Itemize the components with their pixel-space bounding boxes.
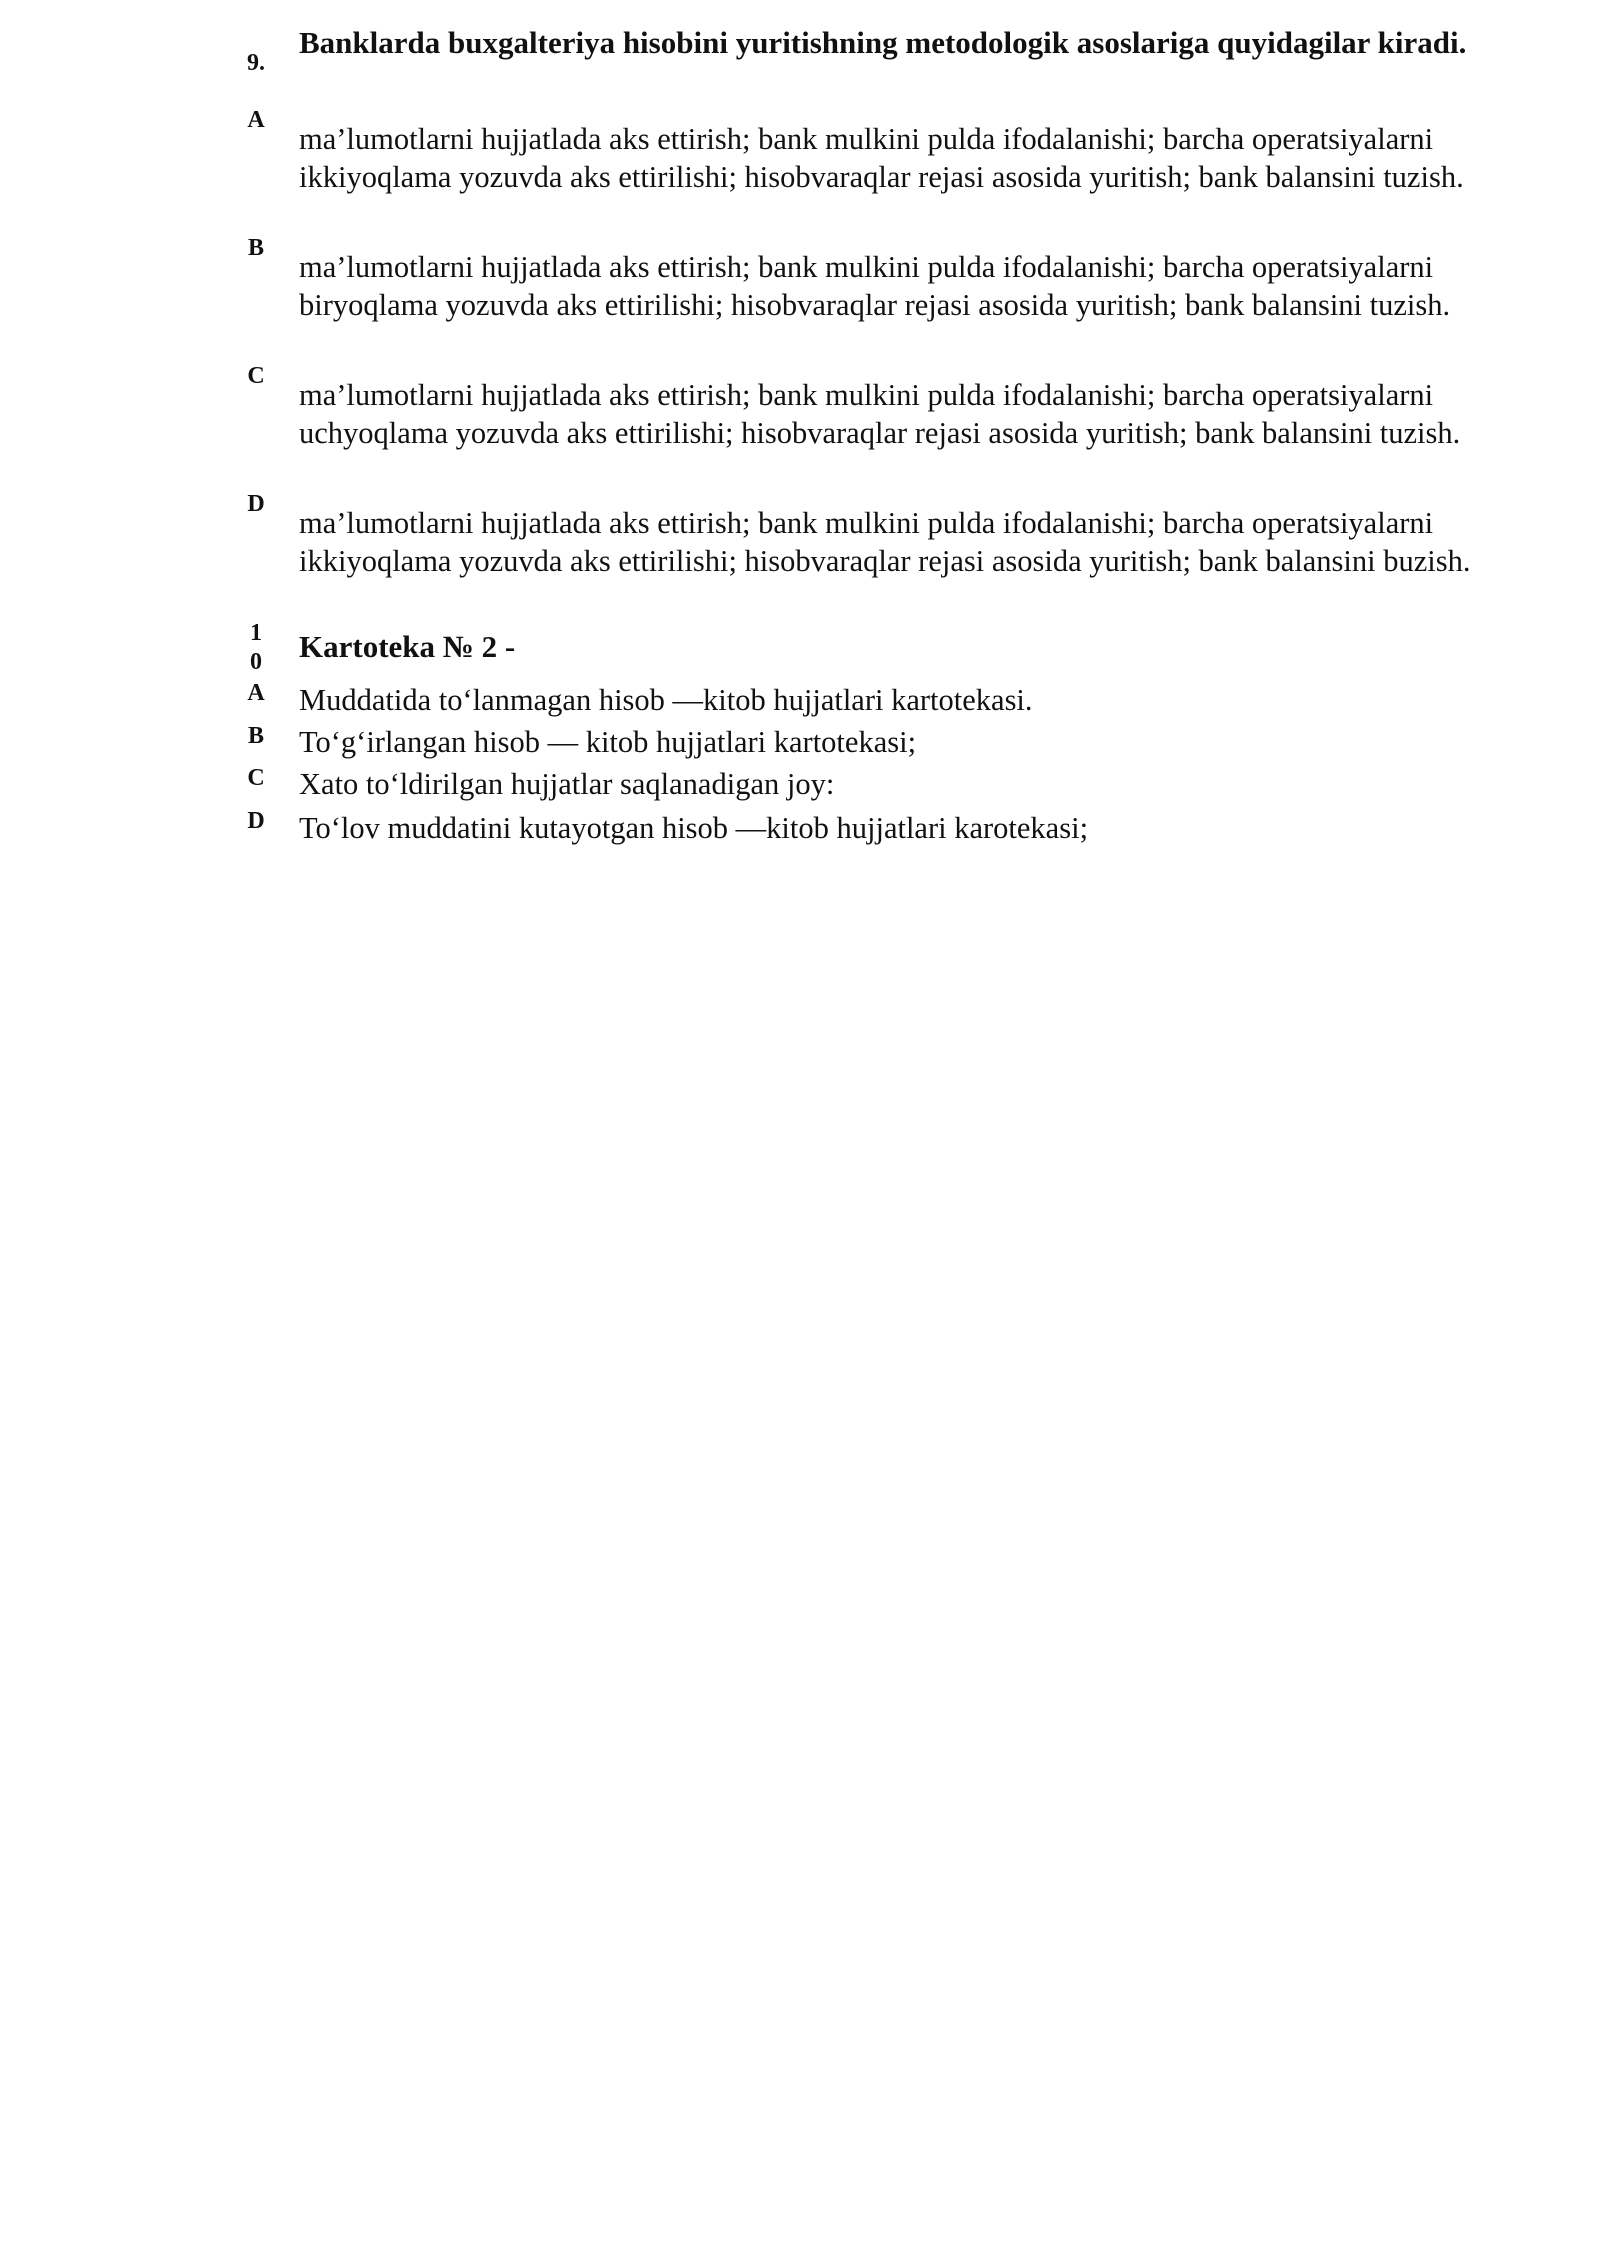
option-letter: C [247,765,265,791]
option-letter: A [247,680,265,706]
option-text: ma’lumotlarni hujjatlada aks ettirish; bank mulkini pulda ifodalanishi; barcha operatsiyalarni biryoqlama yozuvda aks ettirilishi; hisobvaraqlar rejasi asosida yuritish; bank balansini tuzish. [299,250,1451,322]
question-number [236,619,276,677]
option-text: To‘lov muddatini kutayotgan hisob —kitob hujjatlari karotekasi; [299,811,1089,845]
option-letter: A [247,107,265,133]
option-letter: B [247,723,264,749]
question-text: Banklarda buxgalteriya hisobini yuritishning metodologik asoslariga quyidagilar kiradi. [299,25,1467,60]
option-text: To‘g‘irlangan hisob — kitob hujjatlari kartotekasi; [299,725,917,759]
option-letter: C [247,363,265,389]
question-text: Kartoteka № 2 - [299,629,516,664]
option-text: Xato to‘ldirilgan hujjatlar saqlanadigan joy: [299,767,835,801]
option-text: ma’lumotlarni hujjatlada aks ettirish; bank mulkini pulda ifodalanishi; barcha operatsiyalarni ikkiyoqlama yozuvda aks ettirilishi; hisobvaraqlar rejasi asosida yuritish; bank balansini tuzish. [299,122,1464,194]
question-number-digit: 0 [250,649,262,675]
option-text: ma’lumotlarni hujjatlada aks ettirish; bank mulkini pulda ifodalanishi; barcha operatsiyalarni ikkiyoqlama yozuvda aks ettirilishi; hisobvaraqlar rejasi asosida yuritish; bank balansini buzish. [299,506,1471,578]
option-letter: D [247,491,265,517]
question-number-digit: 1 [250,620,262,646]
option-text: ma’lumotlarni hujjatlada aks ettirish; bank mulkini pulda ifodalanishi; barcha operatsiyalarni uchyoqlama yozuvda aks ettirilishi; hisobvaraqlar rejasi asosida yuritish; bank balansini tuzish. [299,378,1461,450]
question-number: 9. [247,50,265,76]
option-text: Muddatida to‘lanmagan hisob —kitob hujjatlari kartotekasi. [299,683,1033,717]
option-letter: D [247,808,265,834]
option-letter: B [247,235,264,261]
